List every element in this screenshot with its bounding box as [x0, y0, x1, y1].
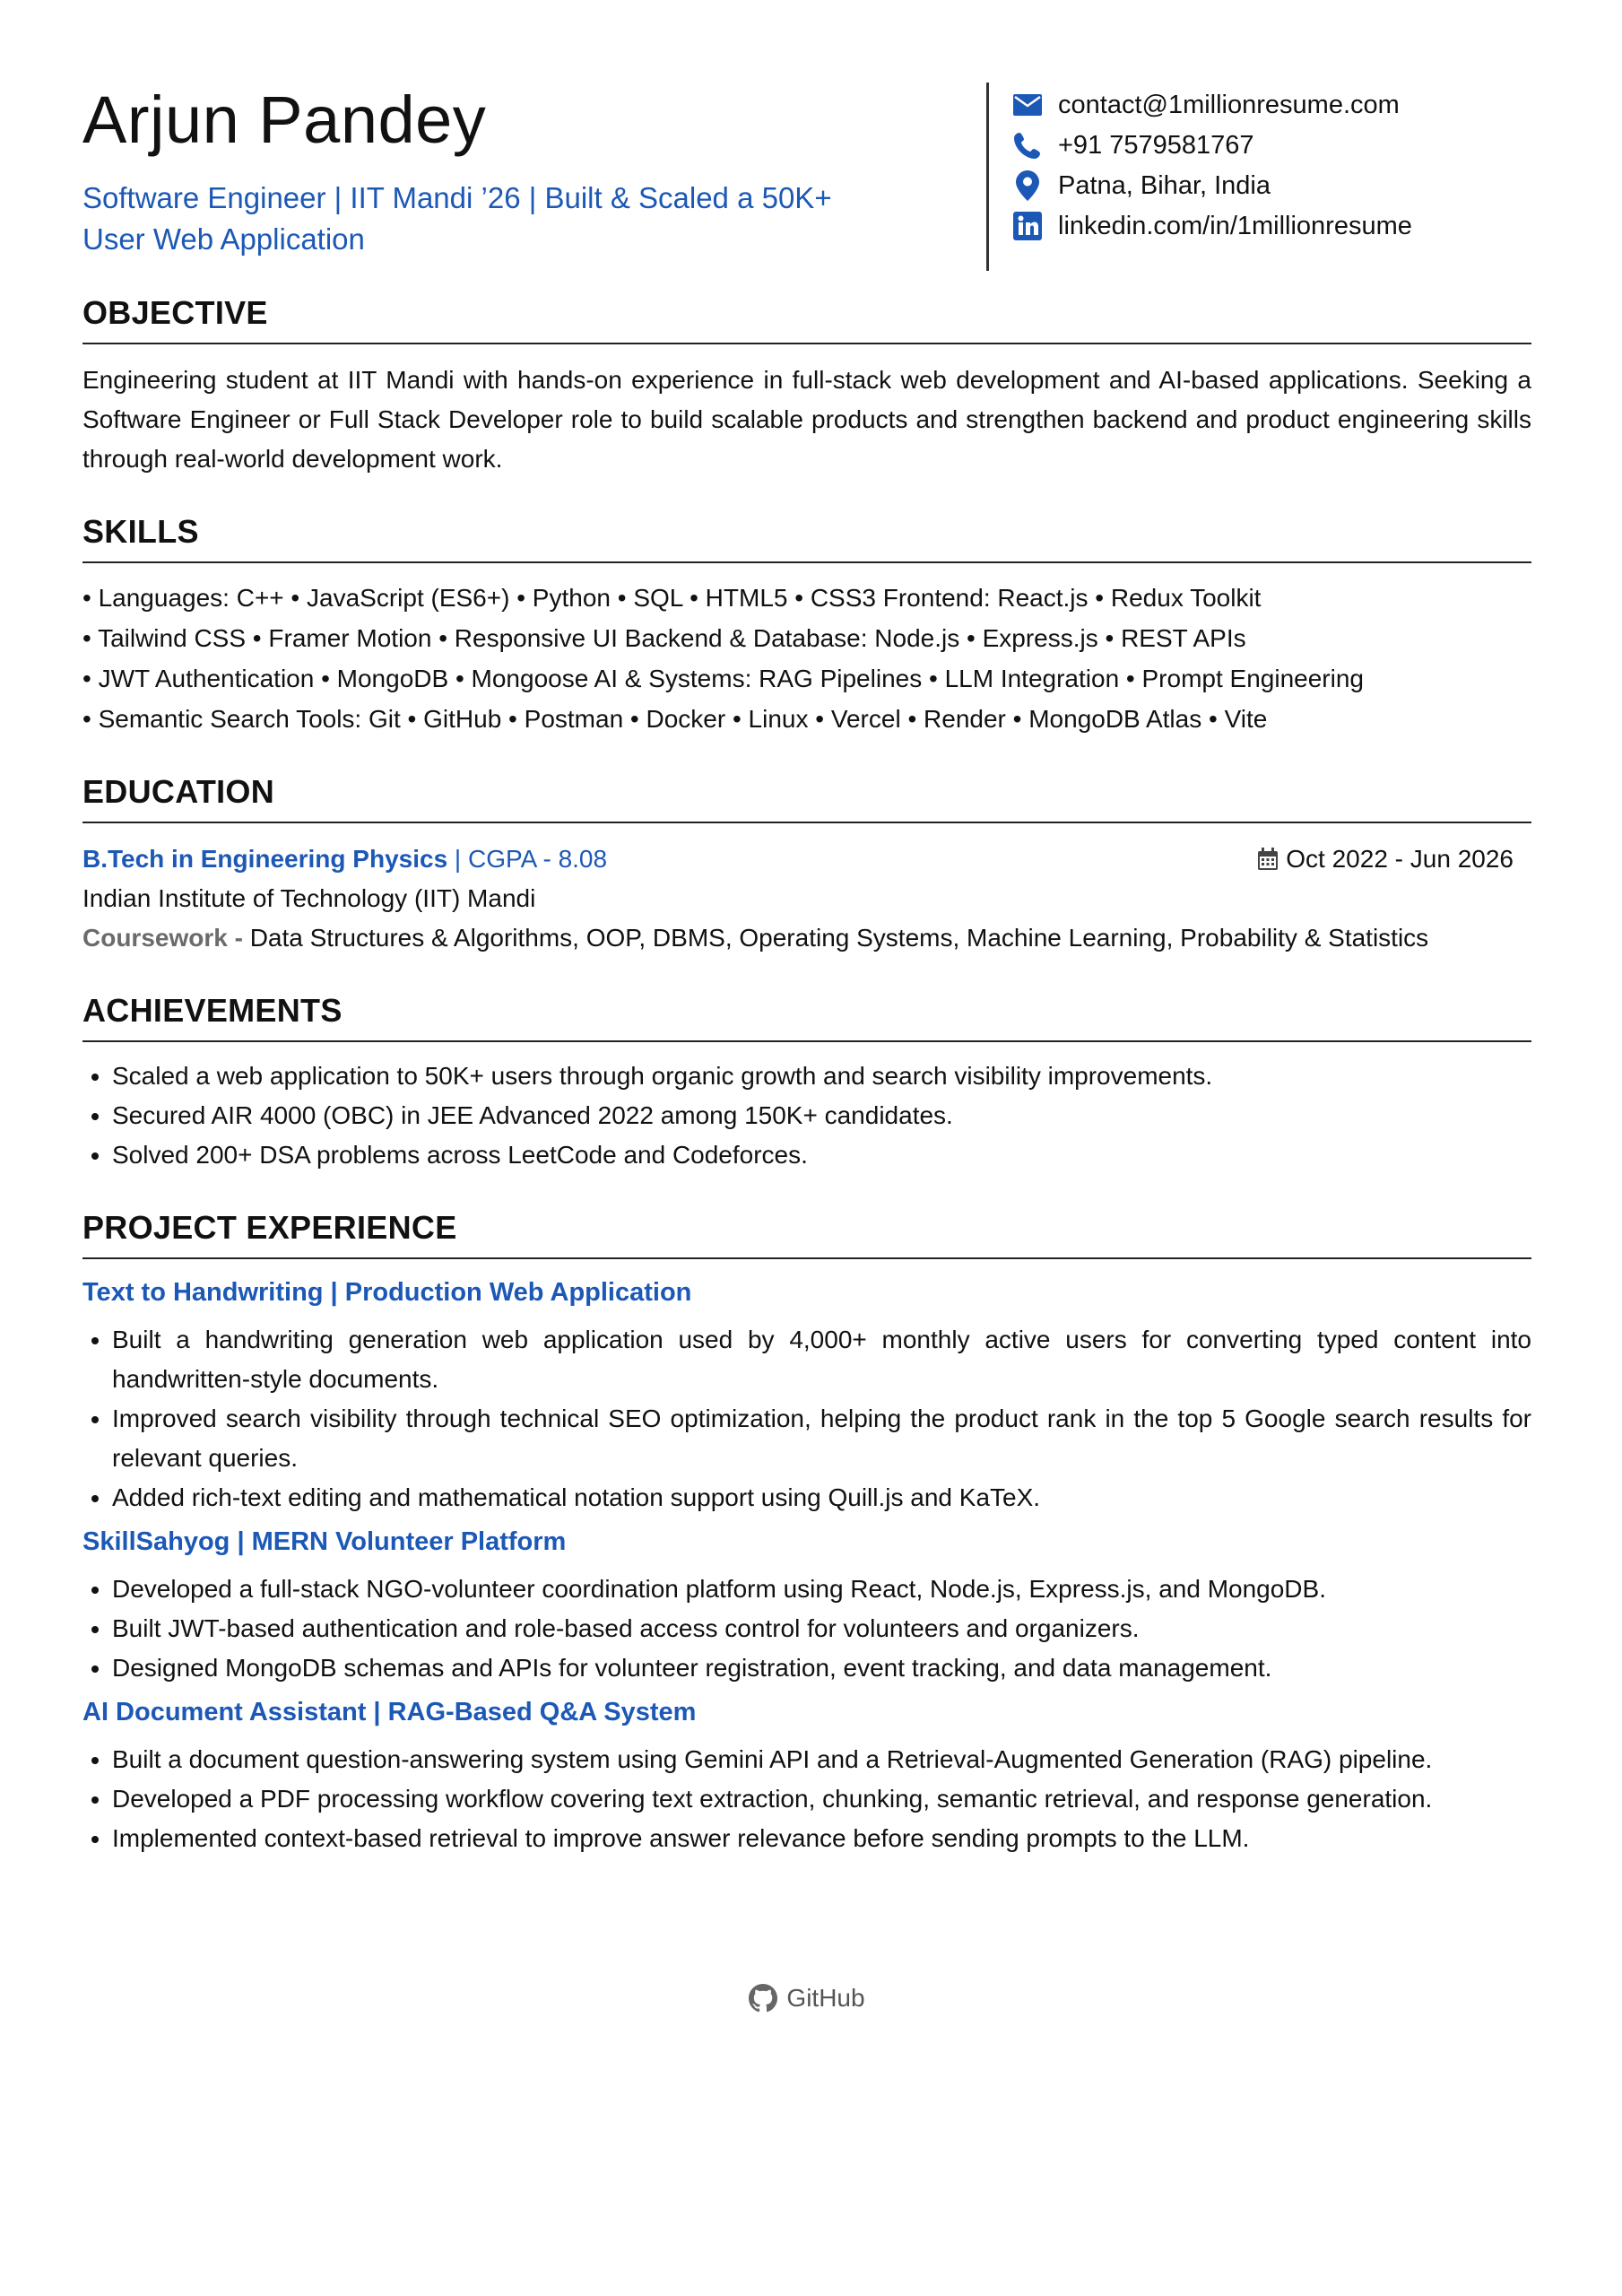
footer-github-text: GitHub [786, 1984, 865, 2012]
education-section [82, 773, 1531, 958]
contact-linkedin-text: linkedin.com/in/1millionresume [1058, 211, 1412, 240]
list-item: • Designed MongoDB schemas and APIs for volunteer registration, event tracking, and data management. [112, 1648, 1531, 1688]
skills-section [82, 513, 1531, 739]
list-item: • Scaled a web application to 50K+ users through organic growth and search visibility improvements. [112, 1057, 1531, 1096]
section-divider [82, 1040, 1531, 1042]
projects-section [82, 1209, 1531, 1858]
section-divider [82, 561, 1531, 563]
degree: B.Tech in Engineering Physics [82, 845, 448, 873]
skills-line: • Languages: C++ • JavaScript (ES6+) • Python • SQL • HTML5 • CSS3 Frontend: React.js • Redux Toolkit [82, 584, 1262, 612]
headline [82, 178, 979, 260]
project-title: SkillSahyog | MERN Volunteer Platform [82, 1527, 567, 1556]
project-bullets [82, 1320, 1531, 1518]
education-dates-text: Oct 2022 - Jun 2026 [1286, 845, 1514, 873]
section-divider [82, 1257, 1531, 1259]
education-entry-header [82, 839, 1531, 879]
project-bullets [82, 1570, 1531, 1688]
coursework-text: Data Structures & Algorithms, OOP, DBMS, Operating Systems, Machine Learning, Probability & Statistics [249, 924, 1429, 952]
education-title: EDUCATION [82, 773, 275, 810]
footer-link[interactable] [82, 1984, 1531, 2013]
institution: Indian Institute of Technology (IIT) Mandi [82, 884, 536, 912]
list-item: • Solved 200+ DSA problems across LeetCode and Codeforces. [112, 1135, 1531, 1175]
objective-text: Engineering student at IIT Mandi with hands-on experience in full-stack web development and AI-based applications. Seeking a Software Engineer or Full Stack Developer role to build scalable products and strengthen backend and product engineering skills through real-world development work. [82, 366, 1531, 473]
achievements-list [82, 1057, 1531, 1175]
education-dates [1257, 839, 1531, 879]
list-item: • Developed a PDF processing workflow covering text extraction, chunking, semantic retrieval, and response generation. [112, 1779, 1531, 1819]
contact-phone[interactable] [1011, 125, 1412, 165]
objective-title: OBJECTIVE [82, 294, 268, 331]
headline-line-1: Software Engineer | IIT Mandi ’26 | Built & Scaled a 50K+ [82, 181, 832, 214]
linkedin-icon [1011, 210, 1044, 242]
list-item: • Implemented context-based retrieval to improve answer relevance before sending prompts to the LLM. [112, 1819, 1531, 1858]
skills-line: • Semantic Search Tools: Git • GitHub • Postman • Docker • Linux • Vercel • Render • MongoDB Atlas • Vite [82, 705, 1268, 733]
list-item: • Built a document question-answering system using Gemini API and a Retrieval-Augmented Generation (RAG) pipeline. [112, 1740, 1531, 1779]
resume-page [82, 81, 1531, 2012]
list-item: • Built JWT-based authentication and role-based access control for volunteers and organizers. [112, 1609, 1531, 1648]
calendar-icon [1257, 848, 1279, 871]
skills-line: • Tailwind CSS • Framer Motion • Responsive UI Backend & Database: Node.js • Express.js • REST APIs [82, 624, 1246, 652]
coursework-label: Coursework - [82, 924, 250, 952]
github-icon [749, 1984, 777, 2013]
phone-icon [1011, 129, 1044, 161]
skills-list [82, 578, 1531, 739]
cgpa: | CGPA - 8.08 [447, 845, 608, 873]
envelope-icon [1011, 89, 1044, 121]
skills-line: • JWT Authentication • MongoDB • Mongoose AI & Systems: RAG Pipelines • LLM Integration • Prompt Engineering [82, 665, 1364, 692]
headline-line-2: User Web Application [82, 222, 365, 256]
project-bullets [82, 1740, 1531, 1858]
contact-phone-text: +91 7579581767 [1058, 130, 1254, 160]
contact-location-text: Patna, Bihar, India [1058, 170, 1271, 200]
list-item: • Added rich-text editing and mathematical notation support using Quill.js and KaTeX. [112, 1478, 1531, 1518]
achievements-title: ACHIEVEMENTS [82, 992, 343, 1029]
list-item: • Secured AIR 4000 (OBC) in JEE Advanced 2022 among 150K+ candidates. [112, 1096, 1531, 1135]
resume-header [82, 81, 1531, 287]
section-divider [82, 822, 1531, 823]
header-divider [986, 83, 989, 271]
projects-title: PROJECT EXPERIENCE [82, 1209, 457, 1246]
list-item: • Built a handwriting generation web application used by 4,000+ monthly active users for converting typed content into handwritten-style documents. [112, 1320, 1531, 1399]
contact-list [1011, 84, 1412, 246]
contact-location [1011, 165, 1412, 205]
contact-email-text: contact@1millionresume.com [1058, 90, 1400, 119]
contact-linkedin[interactable] [1011, 205, 1412, 246]
objective-section [82, 294, 1531, 479]
skills-title: SKILLS [82, 513, 199, 550]
list-item: • Improved search visibility through technical SEO optimization, helping the product rank in the top 5 Google search results for relevant queries. [112, 1399, 1531, 1478]
location-pin-icon [1011, 170, 1044, 202]
achievements-section [82, 992, 1531, 1175]
coursework [82, 918, 1531, 958]
project-title: AI Document Assistant | RAG-Based Q&A System [82, 1698, 697, 1726]
section-divider [82, 343, 1531, 344]
candidate-name: Arjun Pandey [82, 83, 487, 157]
list-item: • Developed a full-stack NGO-volunteer coordination platform using React, Node.js, Express.js, and MongoDB. [112, 1570, 1531, 1609]
contact-email[interactable] [1011, 84, 1412, 125]
degree-line [82, 839, 607, 879]
project-title: Text to Handwriting | Production Web Application [82, 1278, 692, 1307]
